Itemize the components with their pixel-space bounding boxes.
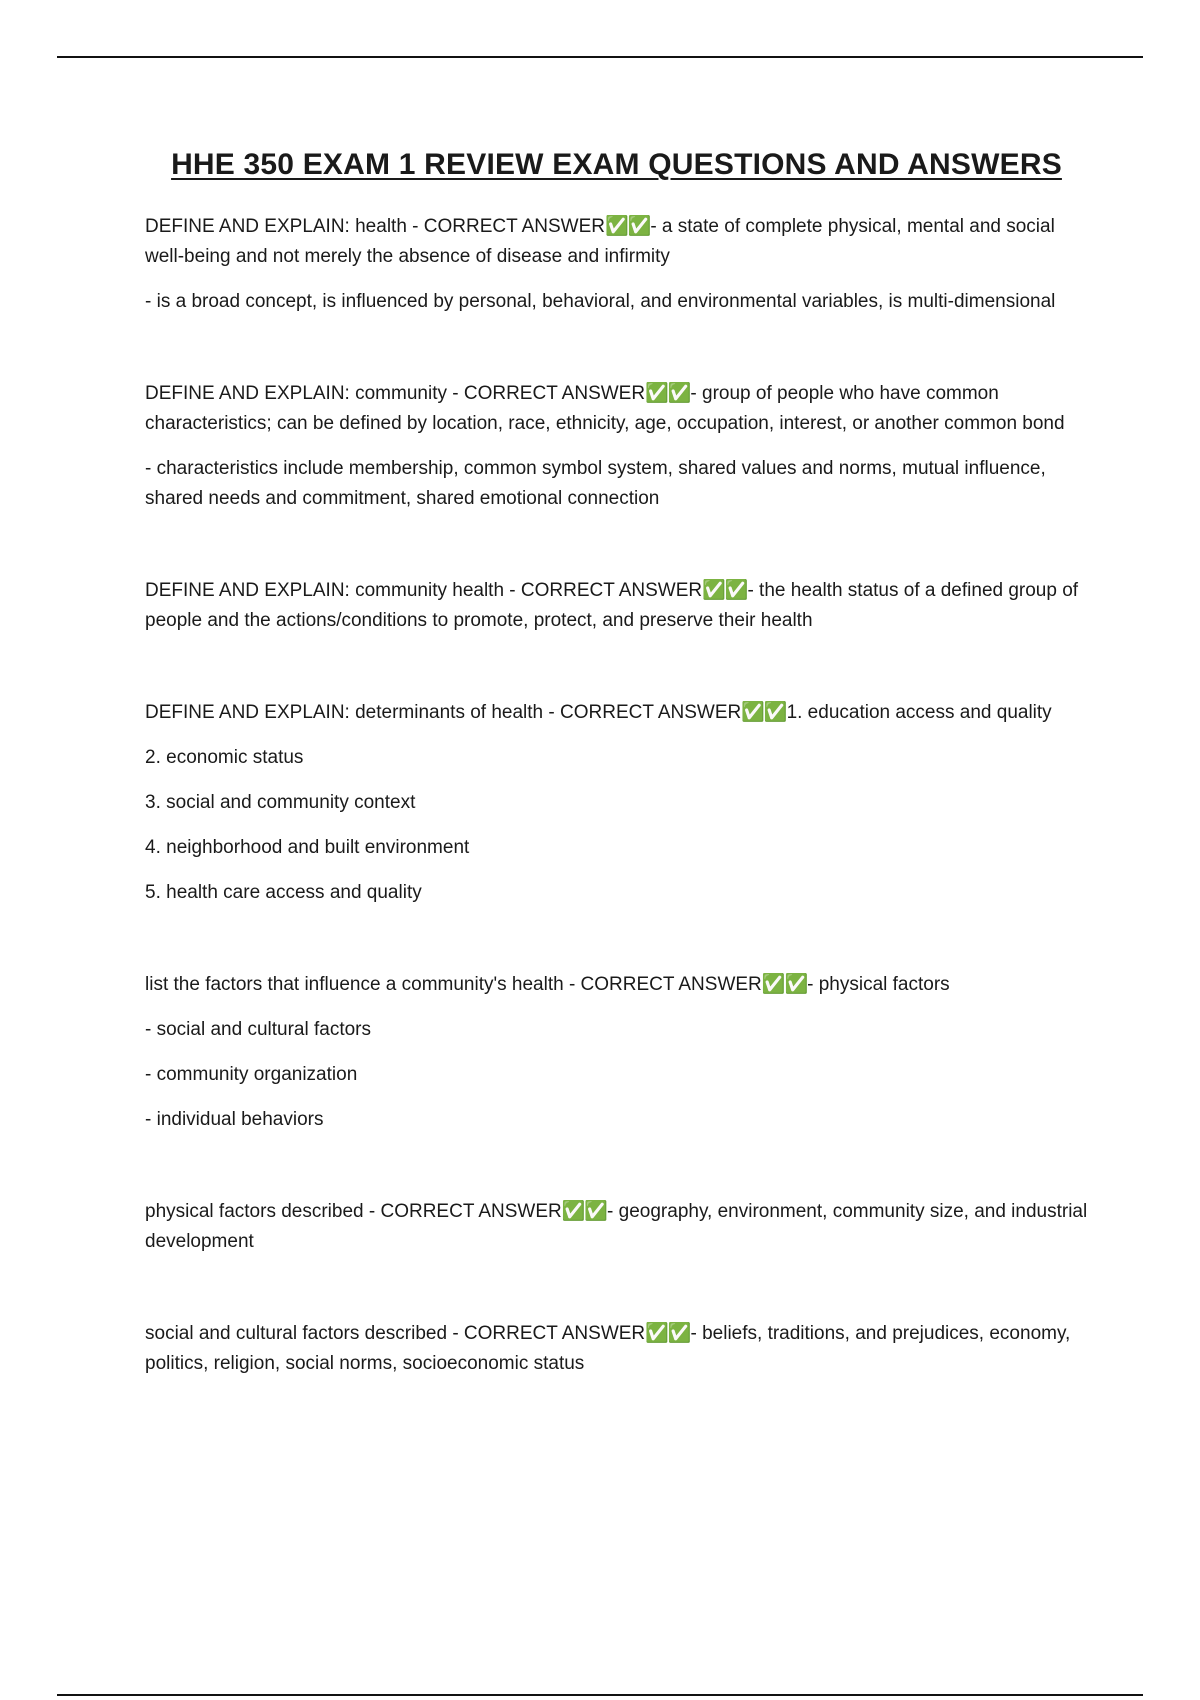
qa-item — [145, 212, 1095, 317]
qa-answer-line — [145, 1060, 1095, 1090]
qa-answer-text: - geography, environment, community size, and industrial development — [145, 1201, 1088, 1252]
check-mark-icon: ✅✅ — [761, 974, 808, 995]
qa-answer-text: 2. economic status — [145, 747, 304, 768]
qa-answer-text: 4. neighborhood and built environment — [145, 837, 470, 858]
qa-question-answer — [145, 1319, 1095, 1379]
check-mark-icon: ✅✅ — [645, 1323, 691, 1344]
qa-answer-line — [145, 1015, 1095, 1045]
qa-answer-text: - physical factors — [807, 974, 950, 995]
qa-question: DEFINE AND EXPLAIN: community - CORRECT ANSWER — [145, 383, 646, 404]
qa-question: social and cultural factors described - CORRECT ANSWER — [145, 1323, 646, 1344]
qa-answer-text: - group of people who have common characteristics; can be defined by location, race, ethnicity, age, occupation, interest, or another common bond — [145, 383, 1065, 434]
qa-answer-line — [145, 878, 1095, 908]
qa-answer-text: - social and cultural factors — [145, 1019, 371, 1040]
qa-answer-text: 1. education access and quality — [786, 702, 1052, 723]
qa-answer-text: 3. social and community context — [145, 792, 416, 813]
check-mark-icon: ✅✅ — [741, 702, 787, 723]
document-title: HHE 350 EXAM 1 REVIEW EXAM QUESTIONS AND ANSWERS — [171, 148, 1062, 181]
qa-answer-text: - individual behaviors — [145, 1109, 324, 1130]
qa-answer-line — [145, 833, 1095, 863]
qa-answer-line — [145, 788, 1095, 818]
qa-answer-text: - beliefs, traditions, and prejudices, economy, politics, religion, social norms, socioeconomic status — [145, 1323, 1071, 1374]
qa-question: DEFINE AND EXPLAIN: determinants of health - CORRECT ANSWER — [145, 702, 742, 723]
qa-item — [145, 698, 1095, 908]
qa-item — [145, 1197, 1095, 1257]
qa-item — [145, 1319, 1095, 1379]
qa-answer-text: - a state of complete physical, mental and social well-being and not merely the absence of disease and infirmity — [145, 216, 1055, 267]
qa-question-answer — [145, 576, 1095, 636]
qa-question-answer — [145, 698, 1095, 728]
qa-question: DEFINE AND EXPLAIN: community health - CORRECT ANSWER — [145, 580, 703, 601]
check-mark-icon: ✅✅ — [702, 580, 748, 601]
qa-question: physical factors described - CORRECT ANSWER — [145, 1201, 562, 1222]
qa-answer-text: - the health status of a defined group of people and the actions/conditions to promote, protect, and preserve their health — [145, 580, 1079, 631]
bottom-rule — [57, 1694, 1143, 1696]
qa-question-answer — [145, 379, 1095, 439]
qa-answer-line — [145, 454, 1095, 514]
qa-answer-text: 5. health care access and quality — [145, 882, 422, 903]
check-mark-icon: ✅✅ — [605, 216, 651, 237]
qa-answer-text: - is a broad concept, is influenced by personal, behavioral, and environmental variables, is multi-dimensional — [145, 291, 1056, 312]
qa-item — [145, 576, 1095, 636]
qa-question-answer — [145, 1197, 1095, 1257]
qa-item — [145, 379, 1095, 514]
qa-answer-line — [145, 743, 1095, 773]
qa-question-answer — [145, 970, 1095, 1000]
top-rule — [57, 56, 1143, 58]
qa-question: DEFINE AND EXPLAIN: health - CORRECT ANSWER — [145, 216, 605, 237]
qa-answer-text: - community organization — [145, 1064, 358, 1085]
qa-answer-text: - characteristics include membership, common symbol system, shared values and norms, mutual influence, shared needs and commitment, shared emotional connection — [145, 458, 1046, 509]
qa-question: list the factors that influence a community's health - CORRECT ANSWER — [145, 974, 762, 995]
qa-answer-line — [145, 1105, 1095, 1135]
check-mark-icon: ✅✅ — [645, 383, 691, 404]
qa-item — [145, 970, 1095, 1135]
qa-question-answer — [145, 212, 1095, 272]
qa-answer-line — [145, 287, 1095, 317]
qa-list — [145, 212, 1095, 1441]
check-mark-icon: ✅✅ — [561, 1201, 608, 1222]
